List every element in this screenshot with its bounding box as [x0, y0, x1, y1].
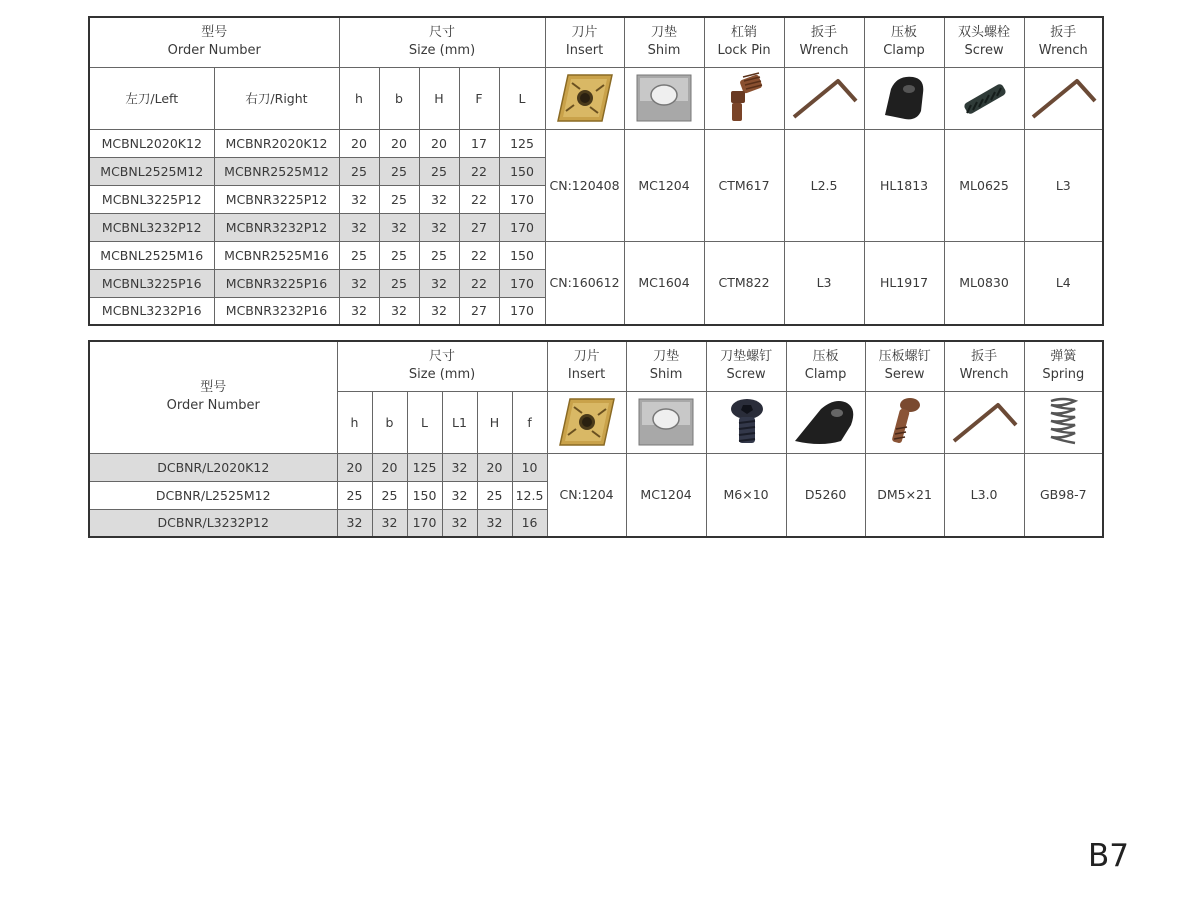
cell-left: MCBNL2525M12 — [89, 157, 214, 185]
cell-F: 22 — [459, 241, 499, 269]
header-insert: 刀片 Insert — [547, 341, 626, 391]
shim-image — [624, 67, 704, 129]
wrench-image — [944, 391, 1024, 453]
spring-image — [1024, 391, 1103, 453]
group2-clamp: HL1917 — [864, 241, 944, 325]
cell-H: 32 — [419, 269, 459, 297]
header-order-number: 型号 Order Number — [89, 341, 337, 453]
cell-L1: 32 — [442, 509, 477, 537]
cell-b: 25 — [379, 185, 419, 213]
wrench-icon — [1027, 71, 1099, 125]
screw-icon — [953, 71, 1015, 125]
cell-L: 170 — [407, 509, 442, 537]
clamp-icon — [877, 71, 931, 125]
cell-F: 27 — [459, 213, 499, 241]
spec-table-dcbn — [88, 340, 1104, 538]
header-shim: 刀垫 Shim — [626, 341, 706, 391]
header-size: 尺寸 Size (mm) — [337, 341, 547, 391]
subheader-L1: L1 — [442, 391, 477, 453]
cell-f: 12.5 — [512, 481, 547, 509]
cell-H: 20 — [419, 129, 459, 157]
cell-right: MCBNR2020K12 — [214, 129, 339, 157]
header-wrench: 扳手 Wrench — [784, 17, 864, 67]
clamp-screw-image — [865, 391, 944, 453]
cell-right: MCBNR3225P12 — [214, 185, 339, 213]
wrench-image-2 — [1024, 67, 1103, 129]
group1-wrench: L2.5 — [784, 129, 864, 241]
header-row — [89, 17, 1103, 67]
table-row — [89, 453, 1103, 481]
cell-b: 32 — [379, 297, 419, 325]
cell-H: 25 — [419, 241, 459, 269]
header-spring: 弹簧 Spring — [1024, 341, 1103, 391]
group2-shim: MC1604 — [624, 241, 704, 325]
cell-F: 27 — [459, 297, 499, 325]
wrench-icon — [788, 71, 860, 125]
subheader-h: h — [337, 391, 372, 453]
subheader-left: 左刀/Left — [89, 67, 214, 129]
cell-L1: 32 — [442, 453, 477, 481]
cell-order-number: DCBNR/L2020K12 — [89, 453, 337, 481]
cell-F: 17 — [459, 129, 499, 157]
cell-h: 25 — [339, 157, 379, 185]
group-shim-screw: M6×10 — [706, 453, 786, 537]
cell-b: 20 — [379, 129, 419, 157]
cell-right: MCBNR2525M12 — [214, 157, 339, 185]
group-shim: MC1204 — [626, 453, 706, 537]
subheader-right: 右刀/Right — [214, 67, 339, 129]
clamp-icon — [791, 395, 861, 449]
cell-right: MCBNR3225P16 — [214, 269, 339, 297]
clamp-image — [864, 67, 944, 129]
shim-image — [626, 391, 706, 453]
wrench-image — [784, 67, 864, 129]
cell-f: 10 — [512, 453, 547, 481]
table-row — [89, 241, 1103, 269]
cell-right: MCBNR2525M16 — [214, 241, 339, 269]
header-insert: 刀片 Insert — [545, 17, 624, 67]
header-clamp: 压板 Clamp — [786, 341, 865, 391]
group2-lock-pin: CTM822 — [704, 241, 784, 325]
cell-L: 170 — [499, 185, 545, 213]
header-wrench: 扳手 Wrench — [944, 341, 1024, 391]
group1-wrench-2: L3 — [1024, 129, 1103, 241]
table-row — [89, 129, 1103, 157]
cell-H: 32 — [419, 213, 459, 241]
cell-h: 32 — [337, 509, 372, 537]
header-size: 尺寸 Size (mm) — [339, 17, 545, 67]
cell-h: 32 — [339, 269, 379, 297]
cell-left: MCBNL3232P12 — [89, 213, 214, 241]
header-row — [89, 341, 1103, 391]
screw-image — [944, 67, 1024, 129]
insert-image — [545, 67, 624, 129]
group-insert: CN:1204 — [547, 453, 626, 537]
cell-H: 25 — [419, 157, 459, 185]
cell-L1: 32 — [442, 481, 477, 509]
header-shim-screw: 刀垫螺钉 Screw — [706, 341, 786, 391]
group-spring: GB98-7 — [1024, 453, 1103, 537]
lock-pin-image — [704, 67, 784, 129]
cell-b: 32 — [379, 213, 419, 241]
cell-order-number: DCBNR/L2525M12 — [89, 481, 337, 509]
subheader-f: f — [512, 391, 547, 453]
cell-h: 32 — [339, 213, 379, 241]
spec-table-mcbn — [88, 16, 1104, 326]
shim-screw-icon — [721, 395, 771, 449]
cell-F: 22 — [459, 185, 499, 213]
header-wrench-2: 扳手 Wrench — [1024, 17, 1103, 67]
cell-f: 16 — [512, 509, 547, 537]
group-clamp-screw: DM5×21 — [865, 453, 944, 537]
group1-screw: ML0625 — [944, 129, 1024, 241]
cell-left: MCBNL2020K12 — [89, 129, 214, 157]
cell-L: 125 — [499, 129, 545, 157]
insert-icon — [556, 395, 618, 449]
clamp-screw-icon — [880, 395, 930, 449]
cell-L: 170 — [499, 269, 545, 297]
cell-H: 25 — [477, 481, 512, 509]
cell-order-number: DCBNR/L3232P12 — [89, 509, 337, 537]
cell-L: 125 — [407, 453, 442, 481]
group1-insert: CN:120408 — [545, 129, 624, 241]
shim-icon — [635, 395, 697, 449]
group2-wrench: L3 — [784, 241, 864, 325]
cell-left: MCBNL2525M16 — [89, 241, 214, 269]
subheader-H: H — [477, 391, 512, 453]
subheader-F: F — [459, 67, 499, 129]
cell-b: 32 — [372, 509, 407, 537]
cell-b: 25 — [379, 269, 419, 297]
subheader-row — [89, 67, 1103, 129]
group1-clamp: HL1813 — [864, 129, 944, 241]
group2-screw: ML0830 — [944, 241, 1024, 325]
header-lock-pin: 杠销 Lock Pin — [704, 17, 784, 67]
group1-lock-pin: CTM617 — [704, 129, 784, 241]
cell-right: MCBNR3232P12 — [214, 213, 339, 241]
cell-L: 150 — [499, 241, 545, 269]
wrench-icon — [948, 395, 1020, 449]
cell-H: 32 — [477, 509, 512, 537]
cell-left: MCBNL3232P16 — [89, 297, 214, 325]
cell-h: 25 — [339, 241, 379, 269]
shim-screw-image — [706, 391, 786, 453]
cell-b: 20 — [372, 453, 407, 481]
cell-H: 32 — [419, 297, 459, 325]
header-order-number: 型号 Order Number — [89, 17, 339, 67]
cell-h: 32 — [339, 185, 379, 213]
subheader-L: L — [499, 67, 545, 129]
subheader-h: h — [339, 67, 379, 129]
cell-b: 25 — [379, 157, 419, 185]
group-clamp: D5260 — [786, 453, 865, 537]
header-clamp-screw: 压板螺钉 Serew — [865, 341, 944, 391]
cell-h: 20 — [339, 129, 379, 157]
shim-icon — [633, 71, 695, 125]
cell-right: MCBNR3232P16 — [214, 297, 339, 325]
subheader-L: L — [407, 391, 442, 453]
spring-icon — [1043, 395, 1083, 449]
cell-F: 22 — [459, 157, 499, 185]
group2-insert: CN:160612 — [545, 241, 624, 325]
cell-H: 32 — [419, 185, 459, 213]
insert-image — [547, 391, 626, 453]
cell-b: 25 — [379, 241, 419, 269]
cell-h: 32 — [339, 297, 379, 325]
insert-icon — [554, 71, 616, 125]
header-clamp: 压板 Clamp — [864, 17, 944, 67]
header-screw: 双头螺栓 Screw — [944, 17, 1024, 67]
page-number: B7 — [1088, 838, 1129, 874]
cell-h: 20 — [337, 453, 372, 481]
cell-F: 22 — [459, 269, 499, 297]
cell-left: MCBNL3225P12 — [89, 185, 214, 213]
subheader-b: b — [372, 391, 407, 453]
lock-pin-icon — [719, 71, 769, 125]
header-shim: 刀垫 Shim — [624, 17, 704, 67]
cell-L: 150 — [407, 481, 442, 509]
cell-L: 170 — [499, 297, 545, 325]
clamp-image — [786, 391, 865, 453]
cell-b: 25 — [372, 481, 407, 509]
cell-left: MCBNL3225P16 — [89, 269, 214, 297]
cell-H: 20 — [477, 453, 512, 481]
group2-wrench-2: L4 — [1024, 241, 1103, 325]
cell-L: 150 — [499, 157, 545, 185]
cell-L: 170 — [499, 213, 545, 241]
cell-h: 25 — [337, 481, 372, 509]
subheader-b: b — [379, 67, 419, 129]
group1-shim: MC1204 — [624, 129, 704, 241]
subheader-H: H — [419, 67, 459, 129]
group-wrench: L3.0 — [944, 453, 1024, 537]
